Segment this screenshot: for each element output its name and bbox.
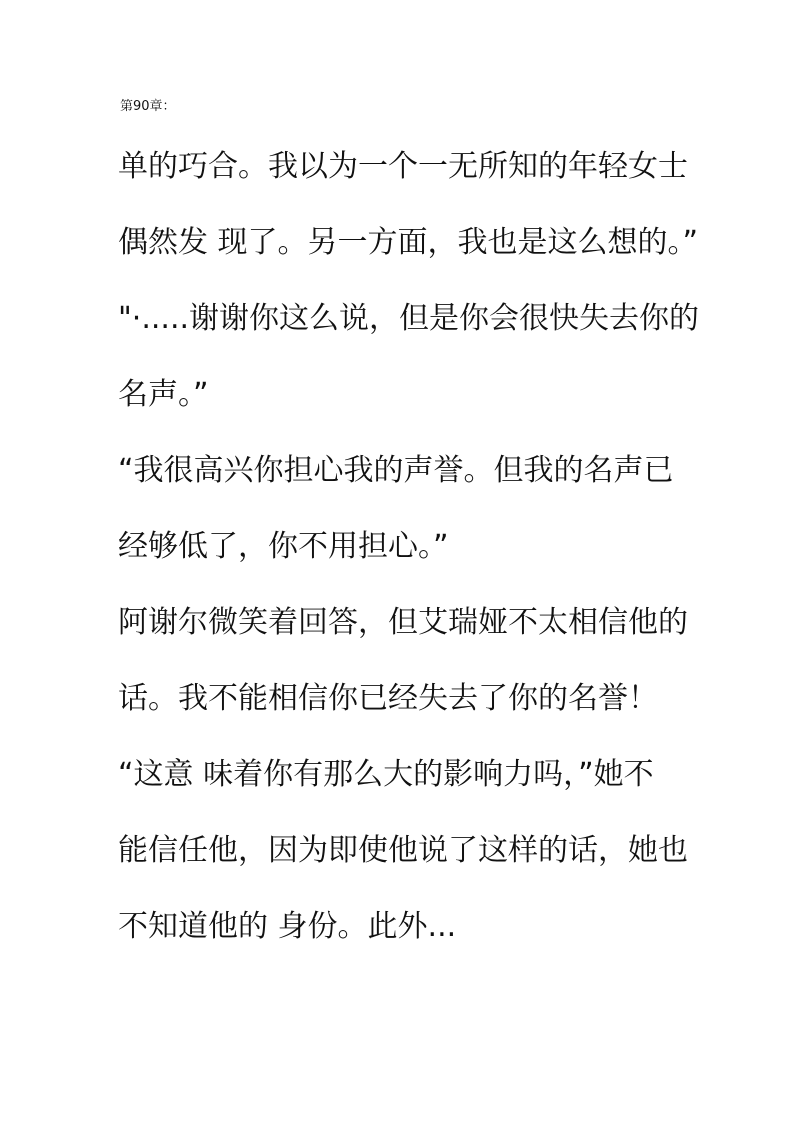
- text-line: 经够低了，你不用担心。”: [118, 529, 449, 564]
- text-line: 话。我不能相信你已经失去了你的名誉！: [118, 681, 658, 716]
- chapter-heading: 第90章：: [120, 99, 176, 114]
- text-line: “这意 味着你有那么大的影响力吗，”她不: [118, 757, 654, 792]
- text-line: 不知道他的 身份。此外...: [118, 909, 457, 944]
- text-line: “我很高兴你担心我的声誉。但我的名声已: [118, 453, 674, 488]
- text-line: 阿谢尔微笑着回答，但艾瑞娅不太相信他的: [118, 605, 688, 640]
- body-text: [118, 144, 718, 980]
- text-line: 能信任他，因为即使他说了这样的话，她也: [118, 833, 688, 868]
- text-line: "·.....谢谢你这么说，但是你会很快失去你的: [118, 301, 700, 336]
- text-line: 偶然发 现了。另一方面，我也是这么想的。”: [118, 225, 699, 260]
- text-line: 单的巧合。我以为一个一无所知的年轻女士: [118, 149, 688, 184]
- text-line: 名声。”: [118, 377, 209, 412]
